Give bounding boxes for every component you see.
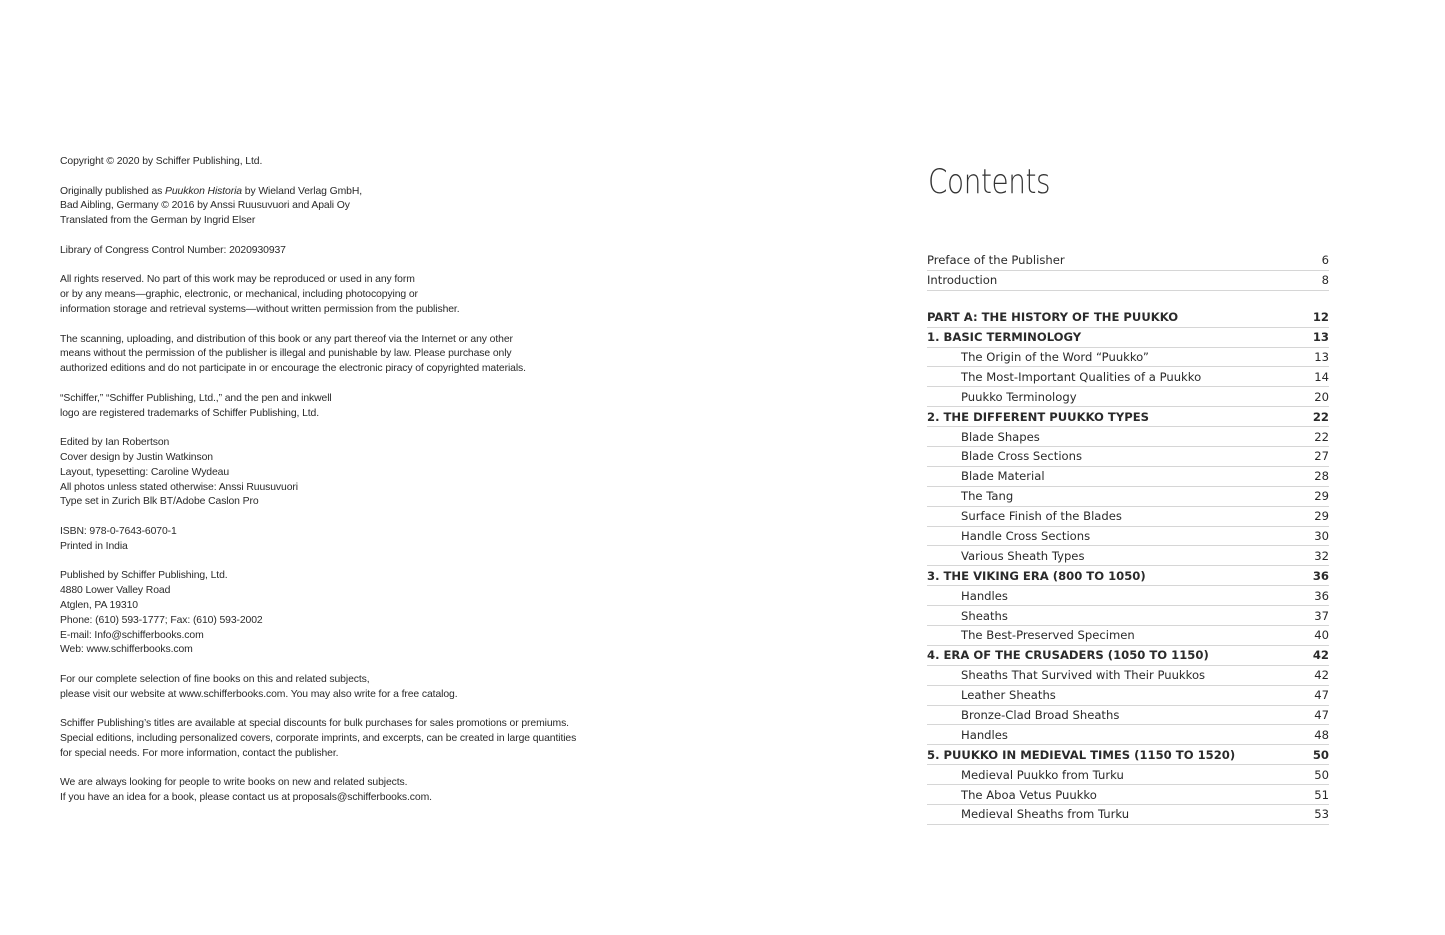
toc-entry[interactable] (927, 251, 1329, 271)
toc-entry-label: Blade Shapes (961, 429, 1040, 444)
toc-entry-label: The Best-Preserved Specimen (961, 628, 1135, 643)
toc-entry-label: 1. BASIC TERMINOLOGY (927, 330, 1082, 345)
toc-entry-label: Medieval Puukko from Turku (961, 767, 1124, 782)
toc-entry-label: Sheaths (961, 608, 1008, 623)
toc-entry-page: 20 (1314, 389, 1329, 404)
toc-entry[interactable] (927, 487, 1329, 507)
copyright-line: All photos unless stated otherwise: Anssi Ruusuvuori (60, 481, 298, 493)
copyright-line: Schiffer Publishing’s titles are available at special discounts for bulk purchases for sales promotions or premiums. (60, 718, 569, 730)
copyright-line: Web: www.schifferbooks.com (60, 644, 193, 656)
toc-entry-label: Puukko Terminology (961, 389, 1077, 404)
toc-entry[interactable] (927, 666, 1329, 686)
toc-entry[interactable] (927, 348, 1329, 368)
toc-entry-page: 53 (1314, 807, 1329, 822)
toc-entry-label: 3. THE VIKING ERA (800 TO 1050) (927, 568, 1146, 583)
toc-entry-label: PART A: THE HISTORY OF THE PUUKKO (927, 310, 1179, 325)
toc-entry[interactable] (927, 785, 1329, 805)
copyright-block (60, 185, 620, 229)
copyright-line: Originally published as Puukkon Historia by Wieland Verlag GmbH, (60, 185, 363, 197)
toc-entry[interactable] (927, 626, 1329, 646)
toc-entry[interactable] (927, 527, 1329, 547)
copyright-block (60, 333, 620, 377)
copyright-line: Edited by Ian Robertson (60, 437, 170, 449)
copyright-line: If you have an idea for a book, please contact us at proposals@schifferbooks.com. (60, 792, 432, 804)
copyright-line: Layout, typesetting: Caroline Wydeau (60, 466, 230, 478)
toc-entry[interactable] (927, 271, 1329, 291)
copyright-line: Bad Aibling, Germany © 2016 by Anssi Ruusuvuori and Apali Oy (60, 200, 350, 212)
toc-entry-page: 29 (1314, 509, 1329, 524)
toc-entry-page: 37 (1314, 608, 1329, 623)
toc-entry-page: 29 (1314, 489, 1329, 504)
toc-entry-label: Introduction (927, 273, 998, 288)
toc-entry-label: The Most-Important Qualities of a Puukko (961, 369, 1202, 384)
copyright-line: E-mail: Info@schifferbooks.com (60, 629, 204, 641)
copyright-line: 4880 Lower Valley Road (60, 585, 171, 597)
copyright-line: All rights reserved. No part of this work may be reproduced or used in any form (60, 274, 415, 286)
copyright-page (60, 155, 620, 821)
copyright-line: Printed in India (60, 540, 128, 552)
toc-entry[interactable] (927, 546, 1329, 566)
copyright-line: Published by Schiffer Publishing, Ltd. (60, 570, 228, 582)
toc-entry-label: Blade Material (961, 469, 1045, 484)
toc-entry-label: The Tang (961, 489, 1014, 504)
toc-entry-label: The Origin of the Word “Puukko” (961, 350, 1149, 364)
toc-entry-label: Handles (961, 727, 1008, 742)
toc-entry[interactable] (927, 308, 1329, 328)
toc-entry-label: Medieval Sheaths from Turku (961, 807, 1130, 822)
toc-entry[interactable] (927, 467, 1329, 487)
copyright-line: authorized editions and do not participate in or encourage the electronic piracy of copyrighted materials. (60, 363, 526, 375)
copyright-line: or by any means—graphic, electronic, or mechanical, including photocopying or (60, 289, 418, 301)
toc-spacer (927, 291, 1329, 308)
toc-entry-page: 36 (1312, 568, 1329, 583)
copyright-line: “Schiffer,” “Schiffer Publishing, Ltd.,” and the pen and inkwell (60, 392, 332, 404)
toc-entry-page: 27 (1314, 449, 1329, 464)
toc-entry-page: 48 (1314, 727, 1329, 742)
copyright-block (60, 776, 620, 806)
toc-entry-page: 36 (1314, 588, 1329, 603)
toc-entry-label: Sheaths That Survived with Their Puukkos (961, 668, 1206, 683)
toc-entry-label: The Aboa Vetus Puukko (961, 787, 1097, 802)
copyright-block (60, 244, 620, 259)
toc-entry-page: 50 (1312, 747, 1329, 762)
copyright-line: Atglen, PA 19310 (60, 599, 138, 611)
toc-entry[interactable] (927, 586, 1329, 606)
toc-entry-page: 42 (1312, 648, 1329, 663)
copyright-line: Cover design by Justin Watkinson (60, 451, 213, 463)
toc-entry[interactable] (927, 646, 1329, 666)
copyright-line: means without the permission of the publisher is illegal and punishable by law. Please purchase only (60, 348, 512, 360)
copyright-line: please visit our website at www.schifferbooks.com. You may also write for a free catalog. (60, 688, 458, 700)
toc-entry-label: Surface Finish of the Blades (961, 509, 1122, 524)
toc-entry-page: 13 (1312, 330, 1329, 345)
toc-entry-page: 47 (1314, 688, 1329, 703)
copyright-block (60, 569, 620, 658)
copyright-block (60, 717, 620, 761)
copyright-line: logo are registered trademarks of Schiffer Publishing, Ltd. (60, 407, 320, 419)
toc-entry[interactable] (927, 328, 1329, 348)
toc-entry-label: 2. THE DIFFERENT PUUKKO TYPES (927, 409, 1150, 424)
toc-entry[interactable] (927, 706, 1329, 726)
copyright-block (60, 273, 620, 317)
toc-entry[interactable] (927, 427, 1329, 447)
toc-entry[interactable] (927, 765, 1329, 785)
toc-entry-page: 22 (1312, 409, 1329, 424)
copyright-line: We are always looking for people to write books on new and related subjects. (60, 777, 408, 789)
toc-entry-page: 40 (1314, 628, 1329, 643)
copyright-line: Phone: (610) 593-1777; Fax: (610) 593-2002 (60, 614, 263, 626)
copyright-block (60, 436, 620, 510)
toc-entry-page: 47 (1314, 708, 1329, 723)
toc-entry-label: Bronze-Clad Broad Sheaths (961, 708, 1120, 723)
toc-entry-page: 6 (1321, 253, 1329, 268)
toc-entry-label: Blade Cross Sections (961, 449, 1083, 464)
copyright-block (60, 525, 620, 555)
toc-entry-page: 14 (1314, 369, 1329, 384)
copyright-line: for special needs. For more information, contact the publisher. (60, 747, 339, 759)
copyright-line: For our complete selection of fine books on this and related subjects, (60, 673, 370, 685)
toc-entry[interactable] (927, 725, 1329, 745)
toc-entry-label: Leather Sheaths (961, 688, 1056, 703)
toc-entry-page: 28 (1314, 469, 1329, 484)
toc-entry-page: 50 (1314, 767, 1329, 782)
toc-entry-label: Handles (961, 588, 1008, 603)
toc-entry-page: 8 (1321, 273, 1329, 288)
toc-entry-page: 13 (1314, 350, 1329, 364)
toc-entry-label: 4. ERA OF THE CRUSADERS (1050 TO 1150) (927, 648, 1209, 663)
toc-entry-page: 30 (1314, 529, 1329, 544)
copyright-line: ISBN: 978-0-7643-6070-1 (60, 525, 177, 537)
toc-entry-page: 22 (1314, 429, 1329, 444)
toc-entry-page: 12 (1312, 310, 1329, 325)
toc-entry-page: 51 (1314, 787, 1329, 802)
toc-entry[interactable] (927, 606, 1329, 626)
contents-title: Contents (928, 162, 1051, 202)
toc-entry-label: Preface of the Publisher (927, 253, 1065, 268)
table-of-contents (927, 251, 1329, 825)
copyright-block (60, 673, 620, 703)
toc-entry-page: 32 (1314, 548, 1329, 563)
toc-entry[interactable] (927, 686, 1329, 706)
copyright-line: The scanning, uploading, and distribution of this book or any part thereof via the Internet or any other (60, 333, 513, 345)
copyright-line: information storage and retrieval systems—without written permission from the publisher. (60, 303, 460, 315)
toc-entry[interactable] (927, 805, 1329, 825)
toc-entry-label: 5. PUUKKO IN MEDIEVAL TIMES (1150 TO 1520) (927, 747, 1236, 762)
toc-entry[interactable] (927, 367, 1329, 387)
toc-entry[interactable] (927, 745, 1329, 765)
copyright-block (60, 155, 620, 170)
copyright-line: Copyright © 2020 by Schiffer Publishing, Ltd. (60, 156, 263, 167)
toc-entry[interactable] (927, 507, 1329, 527)
copyright-line: Library of Congress Control Number: 2020930937 (60, 244, 286, 256)
toc-entry-label: Handle Cross Sections (961, 529, 1091, 544)
toc-entry[interactable] (927, 447, 1329, 467)
copyright-line: Translated from the German by Ingrid Elser (60, 215, 256, 227)
copyright-block (60, 392, 620, 422)
copyright-line: Type set in Zurich Blk BT/Adobe Caslon Pro (60, 496, 259, 508)
toc-entry-page: 42 (1314, 668, 1329, 683)
copyright-line: Special editions, including personalized covers, corporate imprints, and excerpts, can be created in large quantities (60, 733, 577, 745)
toc-entry[interactable] (927, 407, 1329, 427)
toc-entry[interactable] (927, 387, 1329, 407)
toc-entry-label: Various Sheath Types (961, 548, 1085, 563)
toc-entry[interactable] (927, 566, 1329, 586)
